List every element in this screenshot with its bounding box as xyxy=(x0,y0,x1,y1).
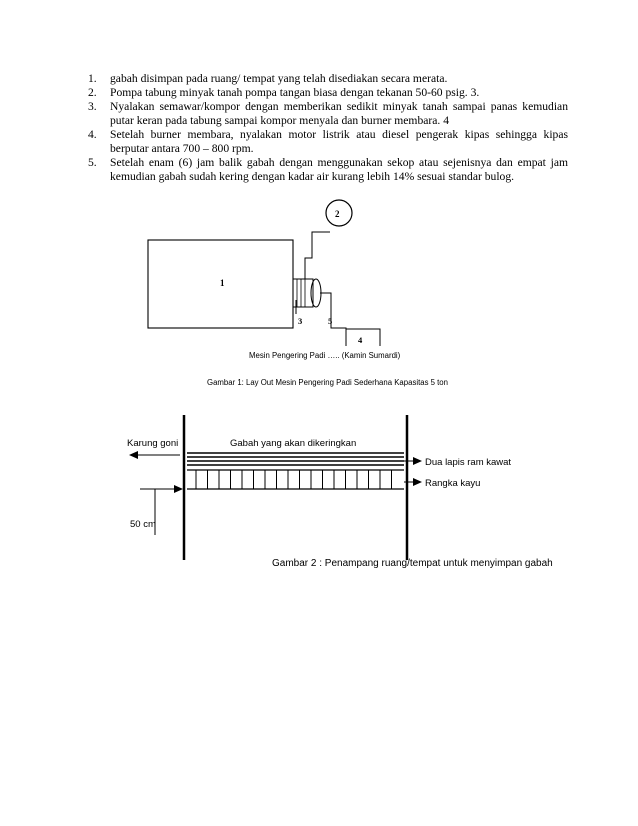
item-number: 1. xyxy=(88,72,97,85)
label-height: 50 cm xyxy=(130,519,156,530)
arrowhead xyxy=(129,451,138,459)
label-mesh: Dua lapis ram kawat xyxy=(425,457,512,468)
arrowhead xyxy=(413,478,422,486)
item-number: 5. xyxy=(88,156,97,169)
item-number: 2. xyxy=(88,86,97,99)
wood-frame-slats xyxy=(196,470,392,489)
item-number: 3. xyxy=(88,100,97,113)
figure-1-subtitle: Mesin Pengering Padi ….. (Kamin Sumardi) xyxy=(249,351,401,360)
label-circle: 2 xyxy=(335,209,340,219)
item-text: Setelah enam (6) jam balik gabah dengan menggunakan sekop atau sejenisnya dan empat jam kemudian gabah sudah kering dengan kadar air kurang lebih 14% sesuai standar bulog. xyxy=(110,156,568,183)
label-sack: Karung goni xyxy=(127,438,179,449)
figure-2-caption: Gambar 2 : Penampang ruang/tempat untuk menyimpan gabah xyxy=(272,558,553,569)
label-tank: 4 xyxy=(358,335,363,345)
label-pipe: 5 xyxy=(328,316,333,326)
item-text: Pompa tabung minyak tanah pompa tangan biasa dengan tekanan 50-60 psig. 3. xyxy=(110,86,480,99)
item-text: gabah disimpan pada ruang/ tempat yang telah disediakan secara merata. xyxy=(110,72,448,85)
label-box: 1 xyxy=(220,278,225,288)
item-text: Setelah burner membara, nyalakan motor listrik atau diesel pengerak kipas sehingga kipas berputar antara 700 – 800 rpm. xyxy=(110,128,568,155)
label-grain: Gabah yang akan dikeringkan xyxy=(230,438,357,449)
item-number: 4. xyxy=(88,128,97,141)
arrowhead xyxy=(413,457,422,465)
figure-1-caption: Gambar 1: Lay Out Mesin Pengering Padi Sederhana Kapasitas 5 ton xyxy=(207,378,448,387)
item-text: Nyalakan semawar/kompor dengan memberikan sedikit minyak tanah sampai panas kemudian putar keran pada tabung sampai kompor menyala dan burner membara. 4 xyxy=(110,100,568,127)
label-burner: 3 xyxy=(298,316,303,326)
arrowhead xyxy=(174,485,183,493)
label-frame: Rangka kayu xyxy=(425,478,481,489)
